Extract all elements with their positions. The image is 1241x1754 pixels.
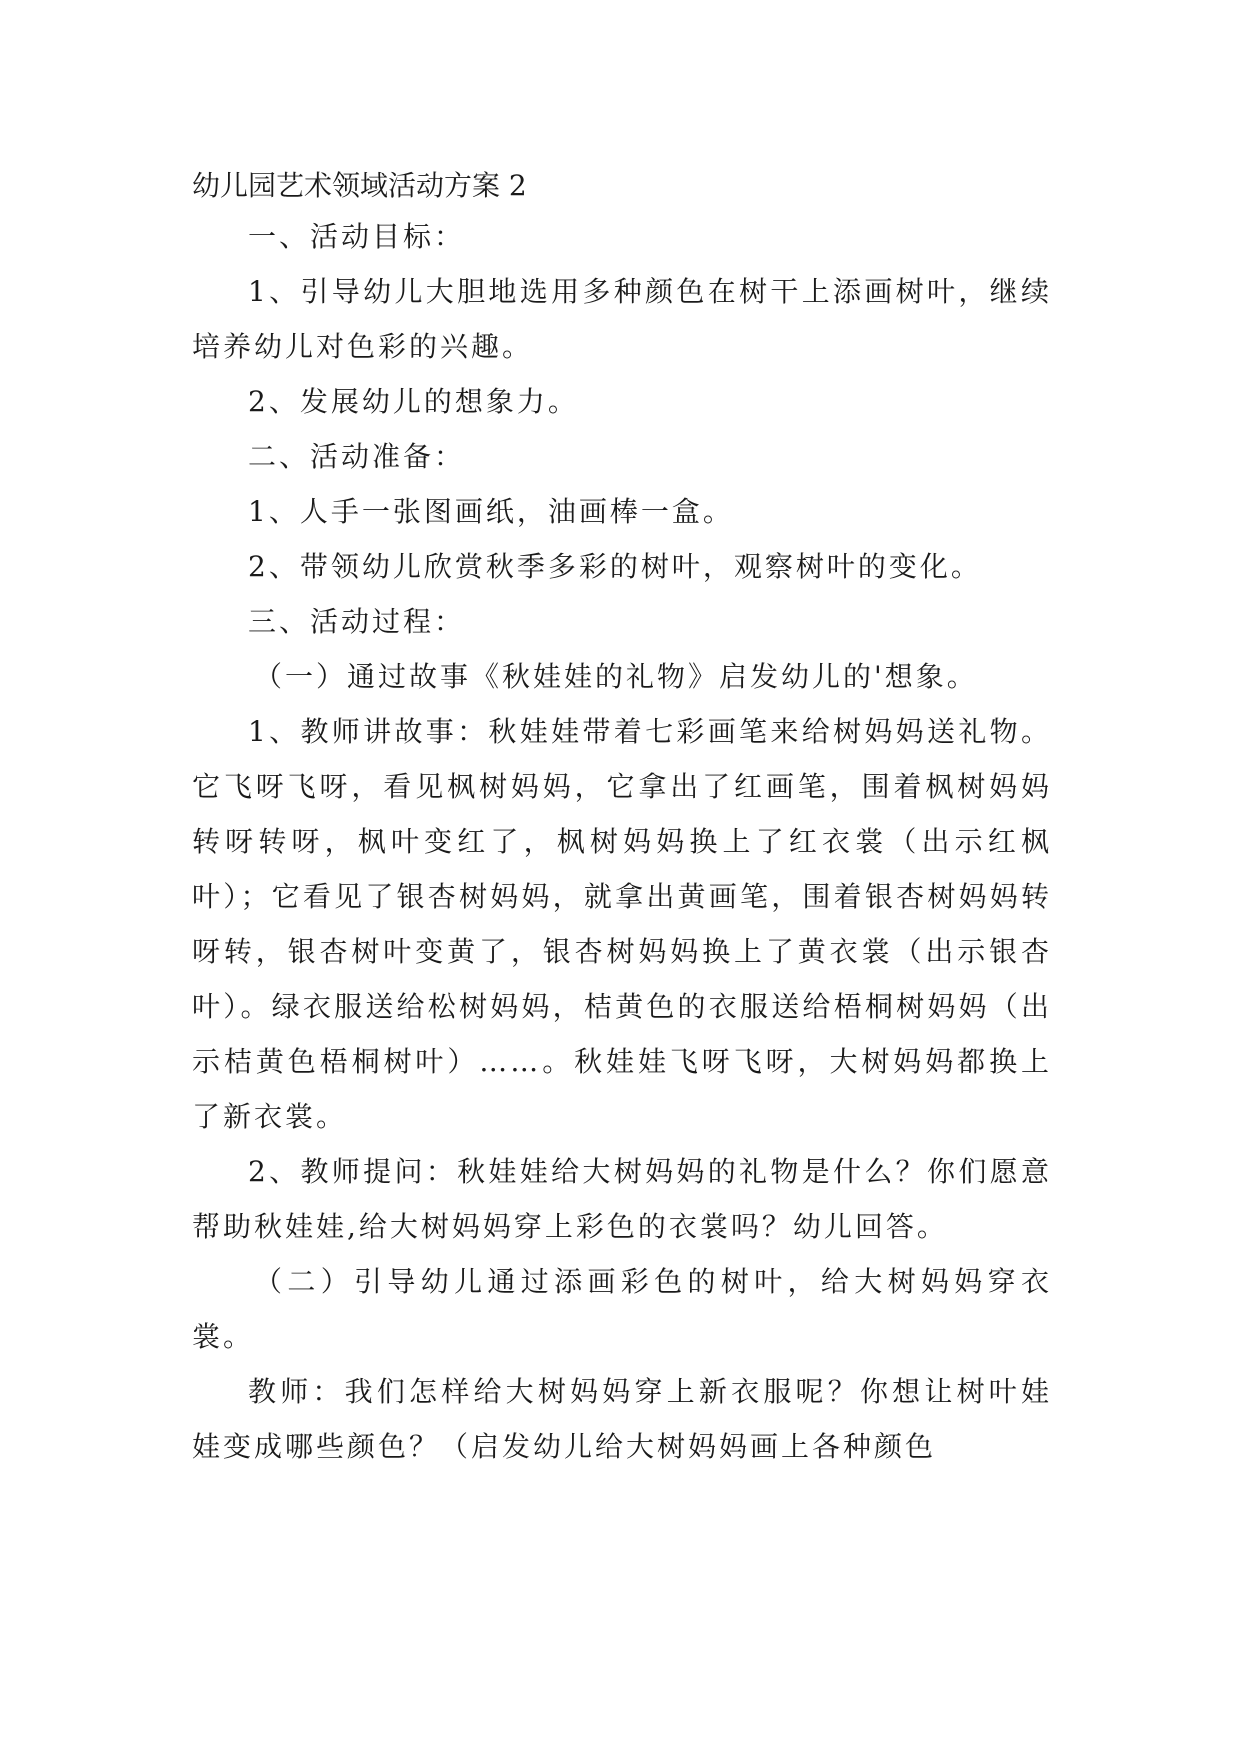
paragraph: 教师：我们怎样给大树妈妈穿上新衣服呢？你想让树叶娃娃变成哪些颜色？（启发幼儿给大树妈妈画上各种颜色 [192,1375,1052,1463]
paragraph: 2、发展幼儿的想象力。 [248,385,579,418]
paragraph: 2、教师提问：秋娃娃给大树妈妈的礼物是什么？你们愿意帮助秋娃娃,给大树妈妈穿上彩色的衣裳吗？幼儿回答。 [192,1155,1052,1243]
subsection-heading: （二）引导幼儿通过添画彩色的树叶，给大树妈妈穿衣裳。 [192,1265,1052,1353]
document-body [192,163,1052,1474]
section-heading-preparation: 二、活动准备： [248,440,466,473]
section-heading-process: 三、活动过程： [248,605,466,638]
subsection-heading: （一）通过故事《秋娃娃的礼物》启发幼儿的'想象。 [254,660,978,693]
paragraph: 1、教师讲故事：秋娃娃带着七彩画笔来给树妈妈送礼物。它飞呀飞呀，看见枫树妈妈，它拿出了红画笔，围着枫树妈妈转呀转呀，枫叶变红了，枫树妈妈换上了红衣裳（出示红枫叶）；它看见了银杏树妈妈，就拿出黄画笔，围着银杏树妈妈转呀转，银杏树叶变黄了，银杏树妈妈换上了黄衣裳（出示银杏叶）。绿衣服送给松树妈妈，桔黄色的衣服送给梧桐树妈妈（出示桔黄色梧桐树叶）……。秋娃娃飞呀飞呀，大树妈妈都换上了新衣裳。 [192,715,1052,1133]
paragraph: 1、人手一张图画纸，油画棒一盒。 [248,495,734,528]
section-heading-goals: 一、活动目标： [248,220,466,253]
paragraph: 2、带领幼儿欣赏秋季多彩的树叶，观察树叶的变化。 [248,550,982,583]
paragraph: 1、引导幼儿大胆地选用多种颜色在树干上添画树叶，继续培养幼儿对色彩的兴趣。 [192,275,1052,363]
document-title: 幼儿园艺术领域活动方案 2 [192,169,527,202]
